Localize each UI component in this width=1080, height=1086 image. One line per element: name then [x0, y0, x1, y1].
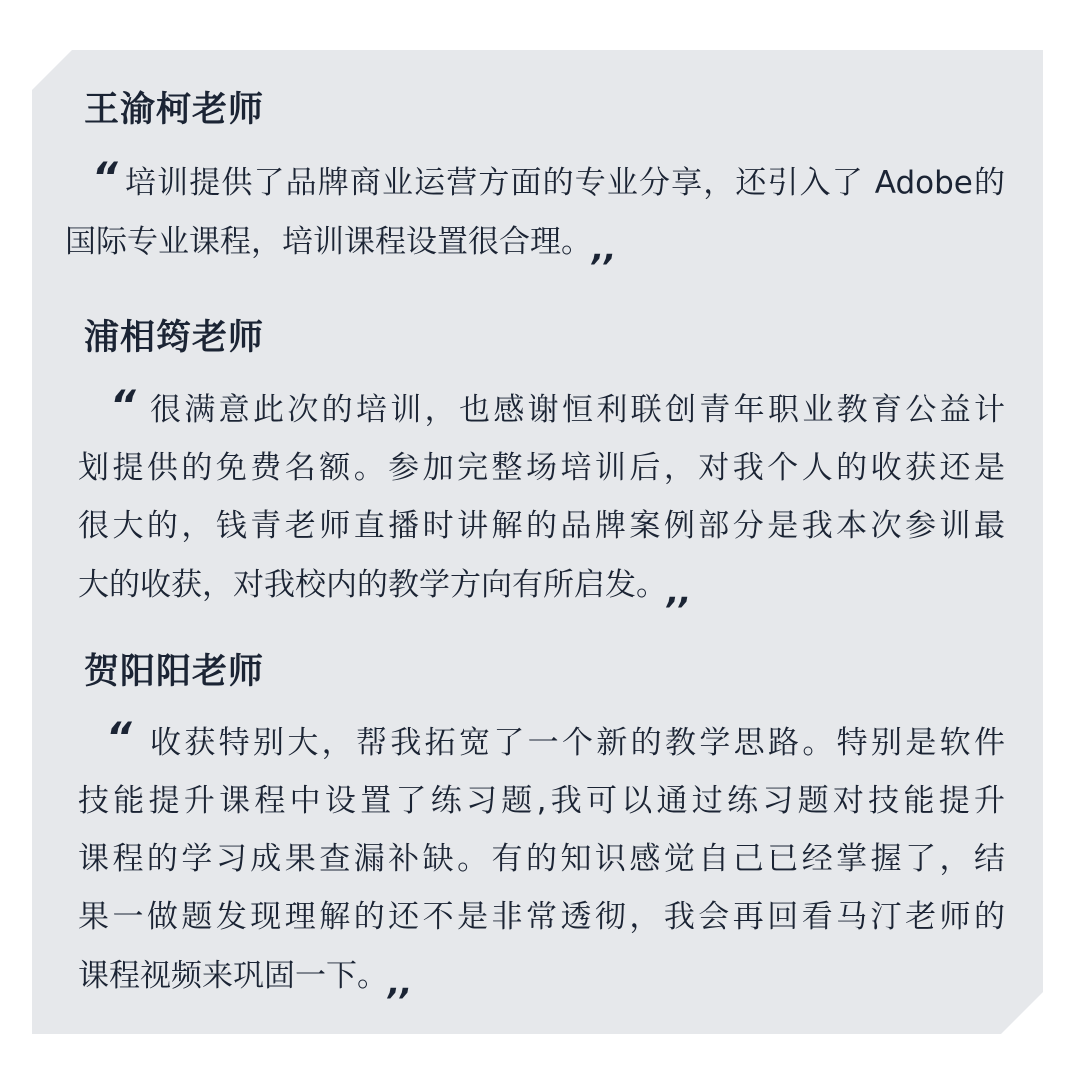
- close-quote-icon: ,,: [592, 230, 617, 268]
- teacher-name: 浦相筠老师: [84, 318, 265, 358]
- testimonial-line: 培训提供了品牌商业运营方面的专业分享，还引入了 Adobe的: [125, 165, 1005, 201]
- testimonial-line: 大的收获，对我校内的教学方向有所启发。,,: [78, 567, 692, 611]
- testimonial-line: 国际专业课程，培训课程设置很合理。,,: [65, 224, 617, 268]
- testimonial-line: 技能提升课程中设置了练习题,我可以通过练习题对技能提升: [78, 783, 1005, 819]
- testimonial-line: 果一做题发现理解的还不是非常透彻，我会再回看马汀老师的: [78, 899, 1005, 935]
- close-quote-icon: ,,: [388, 964, 413, 1002]
- teacher-name: 贺阳阳老师: [84, 652, 265, 692]
- testimonial-line: 课程视频来巩固一下。,,: [78, 958, 413, 1002]
- testimonial-line: 很大的，钱青老师直播时讲解的品牌案例部分是我本次参训最: [78, 508, 1005, 544]
- open-quote-icon: “: [92, 155, 118, 201]
- close-quote-icon: ,,: [667, 573, 692, 611]
- testimonial-line: 课程的学习成果查漏补缺。有的知识感觉自己已经掌握了，结: [78, 841, 1005, 877]
- teacher-name: 王渝柯老师: [84, 90, 265, 130]
- open-quote-icon: “: [106, 715, 132, 761]
- testimonial-line: 收获特别大，帮我拓宽了一个新的教学思路。特别是软件: [150, 725, 1005, 761]
- testimonial-line: 很满意此次的培训，也感谢恒利联创青年职业教育公益计: [150, 392, 1005, 428]
- testimonial-line: 划提供的免费名额。参加完整场培训后，对我个人的收获还是: [78, 450, 1005, 486]
- open-quote-icon: “: [110, 383, 136, 429]
